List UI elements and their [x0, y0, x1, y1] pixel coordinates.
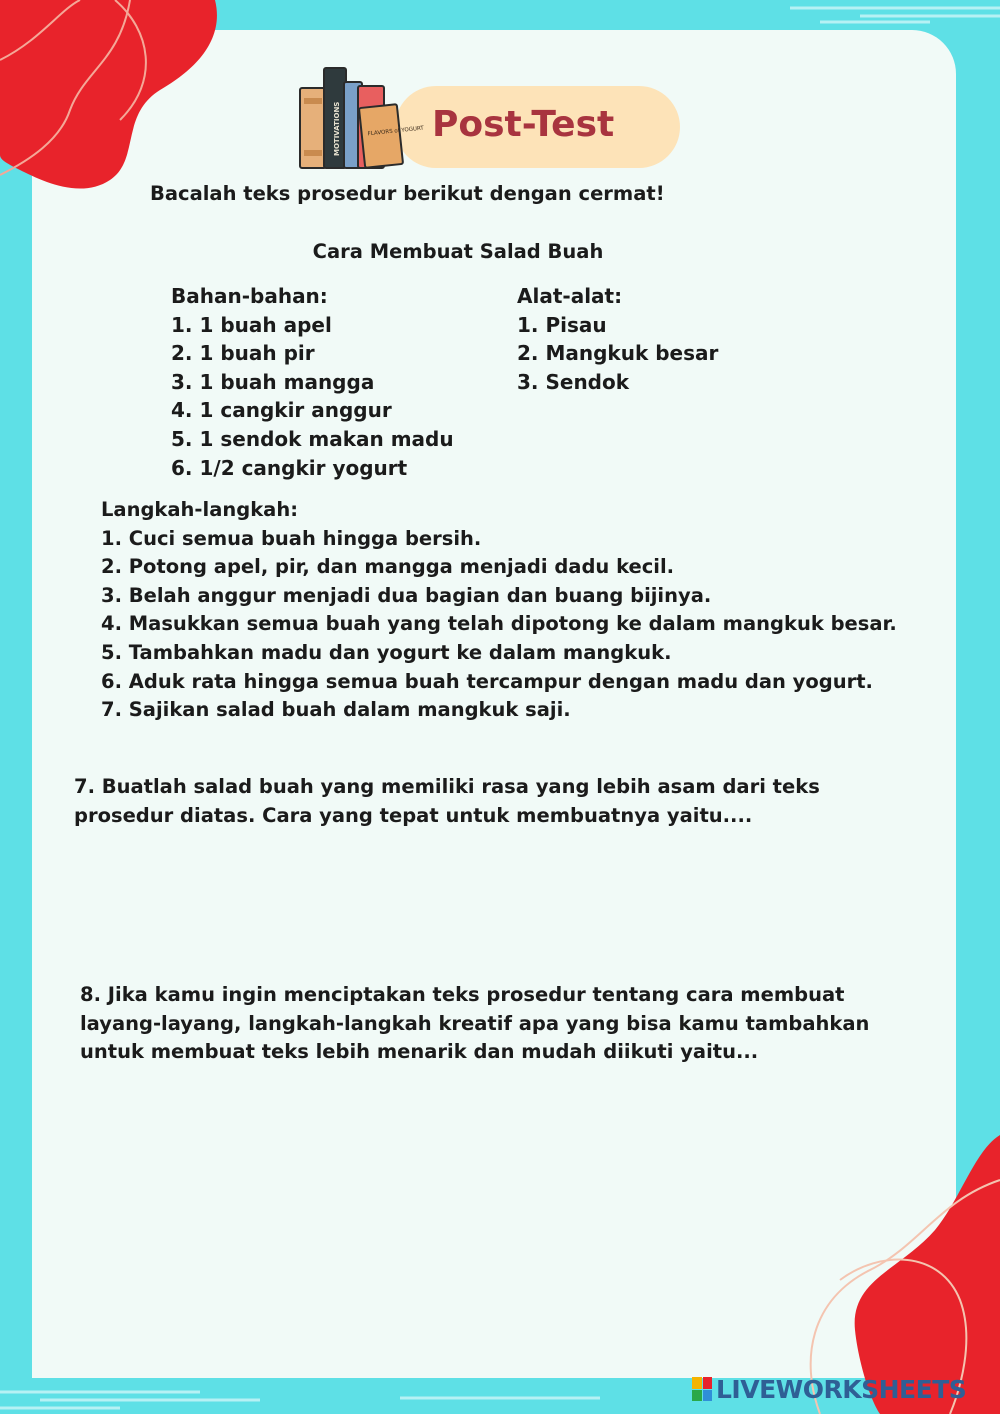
ingredient-item: 3. 1 buah mangga — [171, 369, 375, 394]
page-title: Post-Test — [432, 104, 615, 145]
ingredients-list — [171, 282, 454, 482]
step-item: 5. Tambahkan madu dan yogurt ke dalam mangkuk. — [101, 640, 672, 664]
tools-list — [517, 282, 718, 396]
book-cover-title: FLAVORS of YOGURT — [367, 125, 425, 138]
recipe-title: Cara Membuat Salad Buah — [312, 240, 604, 263]
step-item: 3. Belah anggur menjadi dua bagian dan buang bijinya. — [101, 583, 712, 607]
books-icon — [296, 58, 425, 174]
ingredients-heading: Bahan-bahan: — [171, 284, 328, 308]
question-8: 8. Jika kamu ingin menciptakan teks prosedur tentang cara membuat layang-layang, langkah-langkah kreatif apa yang bisa kamu tambahkan untuk membuat teks lebih menarik dan mudah diikuti yaitu... — [80, 983, 870, 1064]
steps-heading: Langkah-langkah: — [101, 498, 299, 521]
step-item: 1. Cuci semua buah hingga bersih. — [101, 526, 482, 550]
ingredient-item: 2. 1 buah pir — [171, 341, 315, 366]
question-7: 7. Buatlah salad buah yang memiliki rasa yang lebih asam dari teks prosedur diatas. Cara yang tepat untuk membuatnya yaitu.... — [74, 775, 820, 827]
logo-text: LIVEWORKSHEETS — [716, 1374, 967, 1404]
logo-mark-icon — [692, 1377, 712, 1401]
tool-item: 3. Sendok — [517, 369, 630, 394]
steps-list — [101, 496, 897, 725]
tool-item: 1. Pisau — [517, 312, 607, 337]
ingredient-item: 5. 1 sendok makan madu — [171, 426, 454, 451]
ingredient-item: 4. 1 cangkir anggur — [171, 398, 392, 423]
book-spine-title: MOTIVATIONS — [333, 101, 341, 156]
ingredient-item: 1. 1 buah apel — [171, 312, 332, 337]
step-item: 4. Masukkan semua buah yang telah dipotong ke dalam mangkuk besar. — [101, 612, 897, 636]
ingredient-item: 6. 1/2 cangkir yogurt — [171, 455, 408, 480]
step-item: 6. Aduk rata hingga semua buah tercampur dengan madu dan yogurt. — [101, 669, 873, 693]
step-item: 2. Potong apel, pir, dan mangga menjadi dadu kecil. — [101, 555, 675, 579]
tools-heading: Alat-alat: — [517, 284, 623, 308]
step-item: 7. Sajikan salad buah dalam mangkuk saji. — [101, 698, 571, 722]
liveworksheets-logo[interactable] — [692, 1374, 966, 1404]
instruction-text: Bacalah teks prosedur berikut dengan cermat! — [150, 182, 665, 205]
tool-item: 2. Mangkuk besar — [517, 341, 719, 366]
